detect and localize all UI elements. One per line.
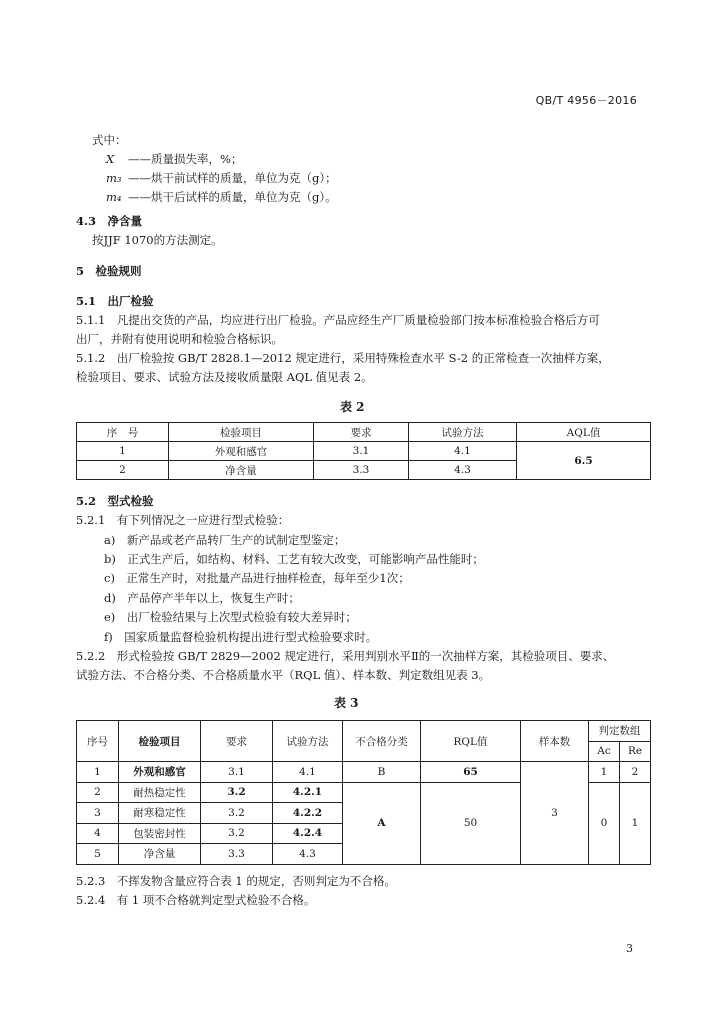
list-item: f) 国家质量监督检验机构提出进行型式检验要求时。 <box>104 630 378 644</box>
table-cell: 4.2.4 <box>273 823 343 844</box>
list-item: b) 正式生产后，如结构、材料、工艺有较大改变，可能影响产品性能时； <box>104 552 484 566</box>
table-cell: 3.2 <box>201 782 273 803</box>
formula-var-m4 <box>106 188 337 207</box>
table-row <box>77 442 651 461</box>
table-cell: 4.1 <box>409 442 517 461</box>
var-symbol: X <box>106 152 115 166</box>
table-cell: B <box>343 762 421 783</box>
table-cell: 4.3 <box>273 844 343 865</box>
table-header-cell: 不合格分类 <box>343 721 421 762</box>
table-header-cell: 试验方法 <box>409 423 517 442</box>
table-row <box>77 762 651 783</box>
var-symbol: m₄ <box>106 190 122 204</box>
section-5-1-heading: 5.1 出厂检验 <box>76 294 154 308</box>
table-cell: 4 <box>77 823 119 844</box>
doc-code-header: QB/T 4956－2016 <box>535 94 637 107</box>
table-header-cell: 序号 <box>77 721 119 762</box>
table-header-row <box>77 423 651 442</box>
table-cell: 3.3 <box>201 844 273 865</box>
table-cell: 1 <box>620 782 651 864</box>
table-cell: 耐热稳定性 <box>119 782 201 803</box>
table-cell: 外观和感官 <box>119 762 201 783</box>
table-header-cell: Ac <box>589 741 620 762</box>
table-header-cell: 序 号 <box>77 423 169 442</box>
aql-value-cell: 6.5 <box>517 442 651 480</box>
para-5-1-2-line1: 5.1.2 出厂检验按 GB/T 2828.1—2012 规定进行，采用特殊检查水平 S-2 的正常检查一次抽样方案， <box>76 351 610 365</box>
section-5-heading: 5 检验规则 <box>76 264 142 278</box>
para-5-2-3: 5.2.3 不挥发物含量应符合表 1 的规定，否则判定为不合格。 <box>76 874 396 888</box>
para-5-1-2-line2: 检验项目、要求、试验方法及接收质量限 AQL 值见表 2。 <box>76 370 373 384</box>
table-3 <box>76 720 651 865</box>
table-cell: 净含量 <box>119 844 201 865</box>
table-header-cell: 检验项目 <box>169 423 314 442</box>
table-cell: 4.2.1 <box>273 782 343 803</box>
sample-size-cell: 3 <box>521 762 589 865</box>
var-desc: ——烘干后试样的质量，单位为克（g）。 <box>128 190 337 204</box>
table-cell: 65 <box>421 762 521 783</box>
table-header-cell: 要求 <box>314 423 409 442</box>
para-5-2-2-line2: 试验方法、不合格分类、不合格质量水平（RQL 值）、样本数、判定数组见表 3。 <box>76 668 491 682</box>
table-cell: 50 <box>421 782 521 864</box>
list-item: d) 产品停产半年以上，恢复生产时； <box>104 591 300 605</box>
table-header-cell: RQL值 <box>421 721 521 762</box>
table-cell: 3.1 <box>201 762 273 783</box>
table-cell: 4.3 <box>409 461 517 480</box>
table-cell: 2 <box>620 762 651 783</box>
list-item: c) 正常生产时，对批量产品进行抽样检查，每年至少1次； <box>104 571 410 585</box>
list-item: a) 新产品或老产品转厂生产的试制定型鉴定； <box>104 533 346 547</box>
para-5-2-2-line1: 5.2.2 形式检验按 GB/T 2829—2002 规定进行，采用判别水平Ⅱ的一次抽样方案，其检验项目、要求、 <box>76 649 615 663</box>
table-header-cell: 判定数组 <box>589 721 651 742</box>
page-number: 3 <box>626 942 633 955</box>
table-3-caption: 表 3 <box>334 696 359 710</box>
para-5-2-4: 5.2.4 有 1 项不合格就判定型式检验不合格。 <box>76 893 316 907</box>
table-cell: 3 <box>77 803 119 824</box>
var-desc: ——质量损失率，%； <box>128 152 243 166</box>
table-header-cell: 检验项目 <box>119 721 201 762</box>
table-cell: 包装密封性 <box>119 823 201 844</box>
table-2 <box>76 422 651 480</box>
table-cell: 2 <box>77 782 119 803</box>
table-header-cell: 试验方法 <box>273 721 343 762</box>
table-header-cell: 样本数 <box>521 721 589 762</box>
table-cell: 外观和感官 <box>169 442 314 461</box>
table-header-row <box>77 721 651 742</box>
table-cell: 5 <box>77 844 119 865</box>
table-cell: 3.2 <box>201 823 273 844</box>
table-cell: 4.1 <box>273 762 343 783</box>
var-symbol: m₃ <box>106 171 122 185</box>
formula-intro: 式中： <box>92 133 127 147</box>
table-header-cell: AQL值 <box>517 423 651 442</box>
table-cell: 3.2 <box>201 803 273 824</box>
table-header-cell: 要求 <box>201 721 273 762</box>
table-header-cell: Re <box>620 741 651 762</box>
table-cell: 1 <box>77 442 169 461</box>
table-cell: 4.2.2 <box>273 803 343 824</box>
table-cell: 净含量 <box>169 461 314 480</box>
table-cell: 2 <box>77 461 169 480</box>
table-cell: 3.1 <box>314 442 409 461</box>
section-4-3-heading: 4.3 净含量 <box>76 214 143 228</box>
table-cell: 1 <box>589 762 620 783</box>
para-5-1-1-line2: 出厂，并附有使用说明和检验合格标识。 <box>76 332 283 346</box>
table-cell: 耐寒稳定性 <box>119 803 201 824</box>
section-4-3-text: 按JJF 1070的方法测定。 <box>92 233 223 247</box>
table-2-caption: 表 2 <box>340 400 365 414</box>
table-cell: 0 <box>589 782 620 864</box>
table-cell: A <box>343 782 421 864</box>
section-5-2-heading: 5.2 型式检验 <box>76 494 154 508</box>
table-cell: 1 <box>77 762 119 783</box>
para-5-2-1: 5.2.1 有下列情况之一应进行型式检验： <box>76 513 290 527</box>
formula-var-m3 <box>106 169 337 188</box>
formula-var-x <box>106 150 242 169</box>
var-desc: ——烘干前试样的质量，单位为克（g）； <box>128 171 337 185</box>
table-cell: 3.3 <box>314 461 409 480</box>
list-item: e) 出厂检验结果与上次型式检验有较大差异时； <box>104 610 357 624</box>
para-5-1-1-line1: 5.1.1 凡提出交货的产品，均应进行出厂检验。产品应经生产厂质量检验部门按本标准检验合格后方可 <box>76 313 600 327</box>
